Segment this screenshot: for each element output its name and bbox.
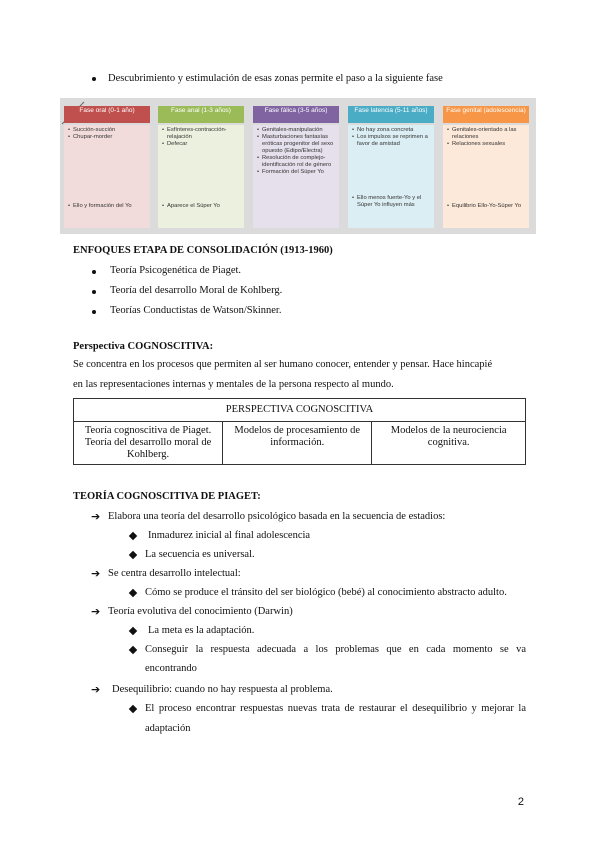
phase-body [64,125,150,228]
diamond-item: La secuencia es universal. [145,549,255,560]
diamond-bullet-icon [129,532,137,540]
phase-item: • Formación del Súper Yo [257,169,336,176]
diamond-bullet-icon [129,589,137,597]
phase-item: • Succión-succión [68,127,147,134]
arrow-bullet-icon: ➔ [91,605,101,618]
phase-item: • Los impulsos se reprimen a favor de amistad [352,134,431,148]
phase-item: • Relaciones sexuales [447,141,526,148]
phase-body [253,125,339,228]
phase-item: • Chupar-morder [68,134,147,141]
phase-title: Fase latencia (5-11 años) [348,106,434,123]
arrow-item: Elabora una teoría del desarrollo psicológico basada en la secuencia de estadios: [108,511,446,522]
diamond-bullet-icon [129,646,137,654]
section-heading-consolidacion: ENFOQUES ETAPA DE CONSOLIDACIÓN (1913-1960) [73,245,333,256]
psychosexual-phases-diagram [60,98,536,234]
section-heading-piaget: TEORÍA COGNOSCITIVA DE PIAGET: [73,491,261,502]
phase-oral [64,106,150,228]
phase-latencia [348,106,434,228]
phase-foot: • Ello y formación del Yo [68,203,147,210]
phase-genital [443,106,529,228]
phase-body [443,125,529,228]
phase-item: • Genitales-orientado a las relaciones [447,127,526,141]
diamond-item-continued: encontrando [145,663,197,674]
diamond-bullet-icon [129,705,137,713]
phase-foot: • Ello menos fuerte-Yo y el Súper Yo influyen más [352,195,431,209]
arrow-item: Se centra desarrollo intelectual: [108,568,241,579]
phase-title: Fase oral (0-1 año) [64,106,150,123]
diamond-bullet-icon [129,551,137,559]
phase-foot: • Equilibrio Ello-Yo-Súper Yo [447,203,526,210]
paragraph-line: en las representaciones internas y mentales de la persona respecto al mundo. [73,379,394,390]
phase-item: • Masturbaciones fantasías eróticas progenitor del sexo opuesto (Edipo/Electra) [257,134,336,155]
list-item: Teoría Psicogenética de Piaget. [110,265,242,276]
top-bullet-text: Descubrimiento y estimulación de esas zonas permite el paso a la siguiente fase [108,73,443,84]
phase-falica [253,106,339,228]
table-cell: Modelos de procesamiento de información. [223,422,372,465]
paragraph-line: Se concentra en los procesos que permiten al ser humano conocer, entender y pensar. Hace hincapié [73,359,493,370]
table-cell: Modelos de la neurociencia cognitiva. [372,422,526,465]
diamond-item: Conseguir la respuesta adecuada a los problemas que en cada momento se va [145,644,526,655]
arrow-bullet-icon: ➔ [91,683,101,696]
list-item: Teorías Conductistas de Watson/Skinner. [110,305,282,316]
phase-anal [158,106,244,228]
phase-item: • Resolución de complejo-identificación rol de género [257,155,336,169]
arrow-bullet-icon: ➔ [91,567,101,580]
bullet-dot [92,270,96,274]
arrow-bullet-icon: ➔ [91,510,101,523]
bullet-dot [92,77,96,81]
phase-title: Fase genital (adolescencia) [443,106,529,123]
diamond-item: Inmadurez inicial al final adolescencia [148,530,311,541]
table-header-cell: PERSPECTIVA COGNOSCITIVA [74,399,526,422]
diamond-item: El proceso encontrar respuestas nuevas trata de restaurar el desequilibrio y mejorar la [145,703,526,714]
phase-item: • Esfínteres-contracción-relajación [162,127,241,141]
phase-body [348,125,434,228]
diamond-item: Cómo se produce el tránsito del ser biológico (bebé) al conocimiento abstracto adulto. [145,587,507,598]
perspectiva-table [73,398,526,465]
bullet-dot [92,290,96,294]
phase-item: • Defecar [162,141,241,148]
section-heading-cognoscitiva: Perspectiva COGNOSCITIVA: [73,341,214,352]
arrow-item: Desequilibrio: cuando no hay respuesta al problema. [112,684,333,695]
diamond-bullet-icon [129,627,137,635]
list-item: Teoría del desarrollo Moral de Kohlberg. [110,285,283,296]
bullet-dot [92,310,96,314]
arrow-item: Teoría evolutiva del conocimiento (Darwin) [108,606,293,617]
phase-title: Fase anal (1-3 años) [158,106,244,123]
phase-item: • No hay zona concreta [352,127,431,134]
table-cell: Teoría cognoscitiva de Piaget. Teoría del desarrollo moral de Kohlberg. [74,422,223,465]
phase-foot: • Aparece el Súper Yo [162,203,241,210]
page-number: 2 [517,796,524,808]
diamond-item: La meta es la adaptación. [148,625,255,636]
diamond-item-continued: adaptación [145,723,191,734]
phase-title: Fase fálica (3-5 años) [253,106,339,123]
phase-body [158,125,244,228]
phase-item: • Genitales-manipulación [257,127,336,134]
